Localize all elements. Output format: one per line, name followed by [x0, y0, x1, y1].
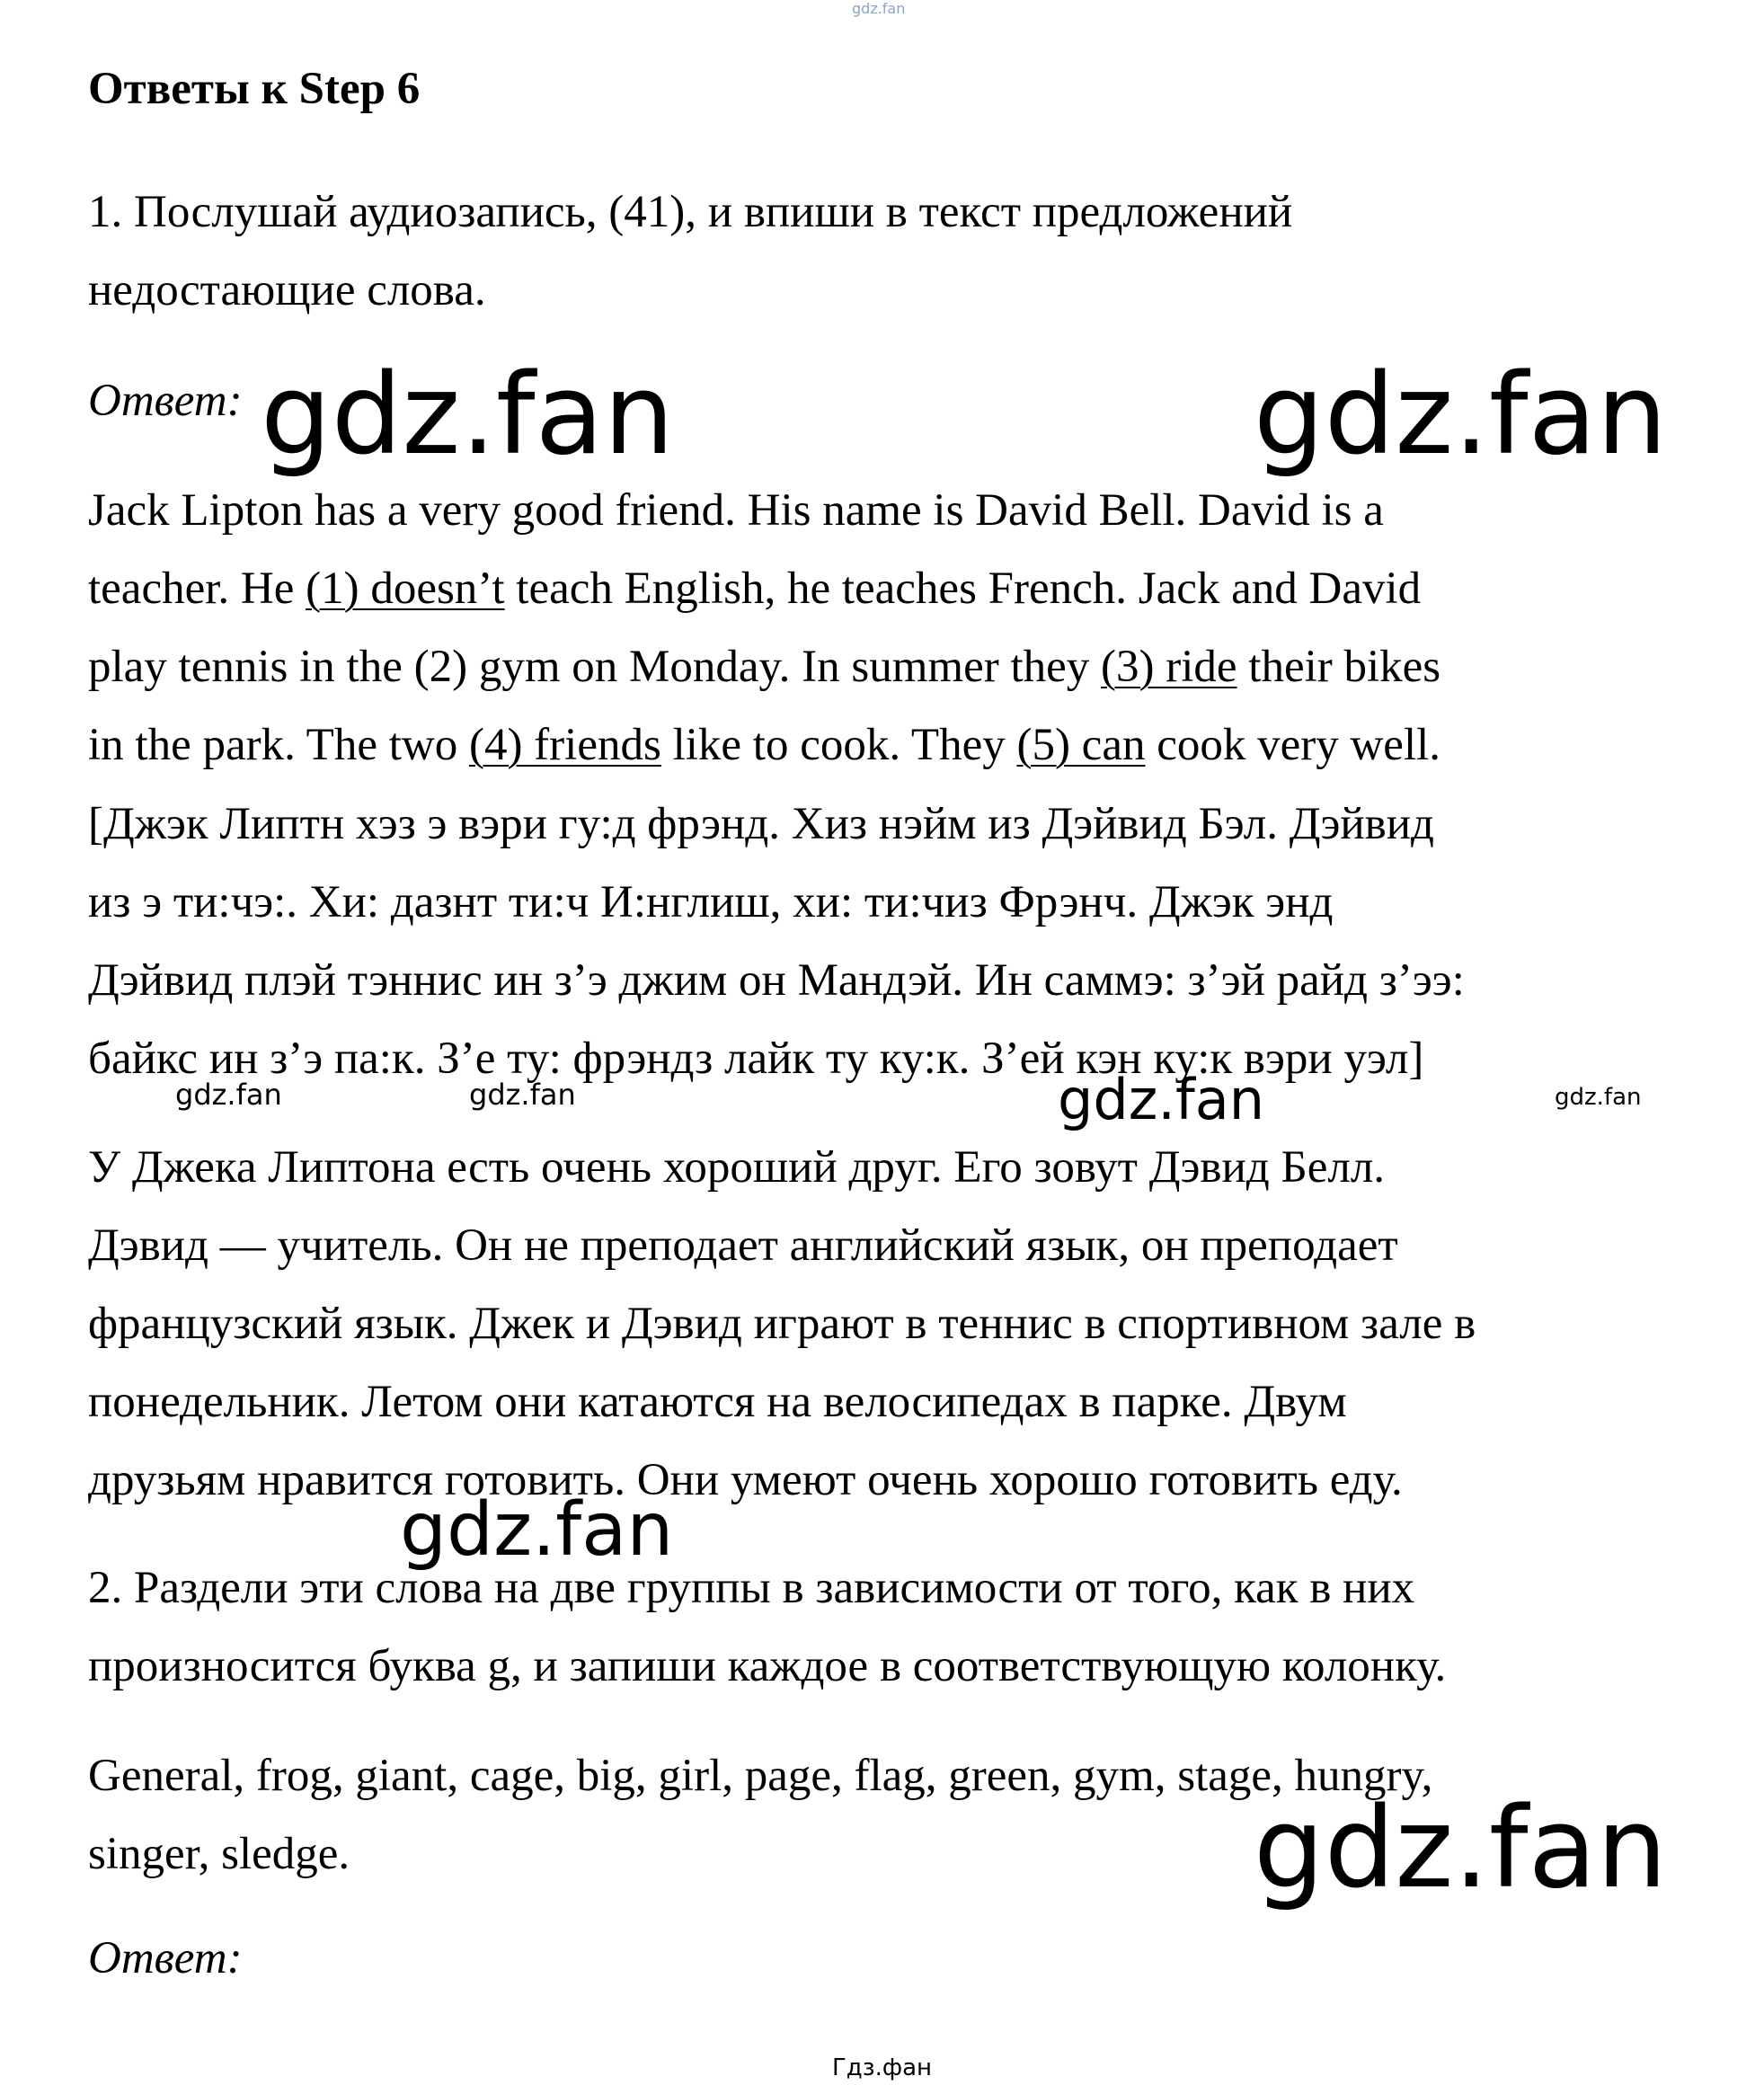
translation-line-4: понедельник. Летом они катаются на велосипедах в парке. Двум [88, 1377, 1347, 1427]
watermark-large-1: gdz.fan [261, 350, 675, 480]
transcription-line-1: [Джэк Липтн хэз э вэри гу:д фрэнд. Хиз нэйм из Дэйвид Бэл. Дэйвид [88, 799, 1435, 849]
page-title: Ответы к Step 6 [88, 64, 421, 114]
translation-text [88, 1129, 1706, 1520]
answer-label-2: Ответ: [88, 1933, 243, 1983]
footer-watermark: Гдз.фан [831, 2054, 933, 2081]
watermark-small-1: gdz.fan [175, 1078, 282, 1112]
answer-label-1: Ответ: [88, 376, 243, 426]
watermark-small-2: gdz.fan [469, 1078, 576, 1112]
transcription-line-3: Дэйвид плэй тэннис ин з’э джим он Мандэй. Ин саммэ: з’эй райд з’ээ: [88, 955, 1465, 1006]
watermark-medium-1: gdz.fan [1058, 1067, 1265, 1132]
english-text [88, 472, 1706, 785]
word-list-line-2: singer, sledge. [88, 1829, 350, 1879]
task-2-line-2: произносится буква g, и запиши каждое в соответствующую колонку. [88, 1641, 1447, 1691]
word-list-line-1: General, frog, giant, cage, big, girl, page, flag, green, gym, stage, hungry, [88, 1751, 1433, 1801]
watermark-medium-2: gdz.fan [400, 1487, 674, 1573]
translation-line-3: французский язык. Джек и Дэвид играют в теннис в спортивном зале в [88, 1299, 1476, 1349]
watermark-small-3: gdz.fan [1555, 1084, 1642, 1111]
answer-4: (4) friends [468, 720, 661, 770]
english-line-2: teacher. He (1) doesn’t teach English, he teaches French. Jack and David [88, 563, 1422, 614]
answer-1: (1) doesn’t [306, 563, 505, 614]
watermark-top: gdz.fan [852, 0, 906, 17]
task-2-instructions [88, 1549, 1706, 1706]
task-1-line-2: недостающие слова. [88, 265, 486, 315]
translation-line-1: У Джека Липтона есть очень хороший друг. Его зовут Дэвид Белл. [88, 1142, 1386, 1193]
task-2-line-1: 2. Раздели эти слова на две группы в зависимости от того, как в них [88, 1563, 1415, 1613]
watermark-large-2: gdz.fan [1254, 350, 1668, 480]
answer-3: (3) ride [1101, 642, 1237, 692]
translation-line-2: Дэвид — учитель. Он не преподает английский язык, он преподает [88, 1220, 1398, 1271]
watermark-large-3: gdz.fan [1254, 1784, 1668, 1913]
english-line-1: Jack Lipton has a very good friend. His name is David Bell. David is a [88, 485, 1384, 536]
translation-line-5: друзьям нравится готовить. Они умеют очень хорошо готовить еду. [88, 1455, 1403, 1505]
transcription-line-2: из э ти:чэ:. Хи: дазнт ти:ч И:нглиш, хи: ти:чиз Фрэнч. Джэк энд [88, 877, 1334, 927]
english-line-3: play tennis in the (2) gym on Monday. In summer they (3) ride their bikes [88, 642, 1441, 692]
task-1-instructions [88, 173, 1706, 330]
transcription-line-4: байкс ин з’э па:к. З’е ту: фрэндз лайк ту ку:к. З’ей кэн ку:к вэри уэл] [88, 1034, 1424, 1084]
answer-5: (5) can [1016, 720, 1146, 770]
transcription-text [88, 785, 1706, 1098]
english-line-4: in the park. The two (4) friends like to cook. They (5) can cook very well. [88, 720, 1441, 770]
task-1-line-1: 1. Послушай аудиозапись, (41), и впиши в текст предложений [88, 187, 1293, 237]
